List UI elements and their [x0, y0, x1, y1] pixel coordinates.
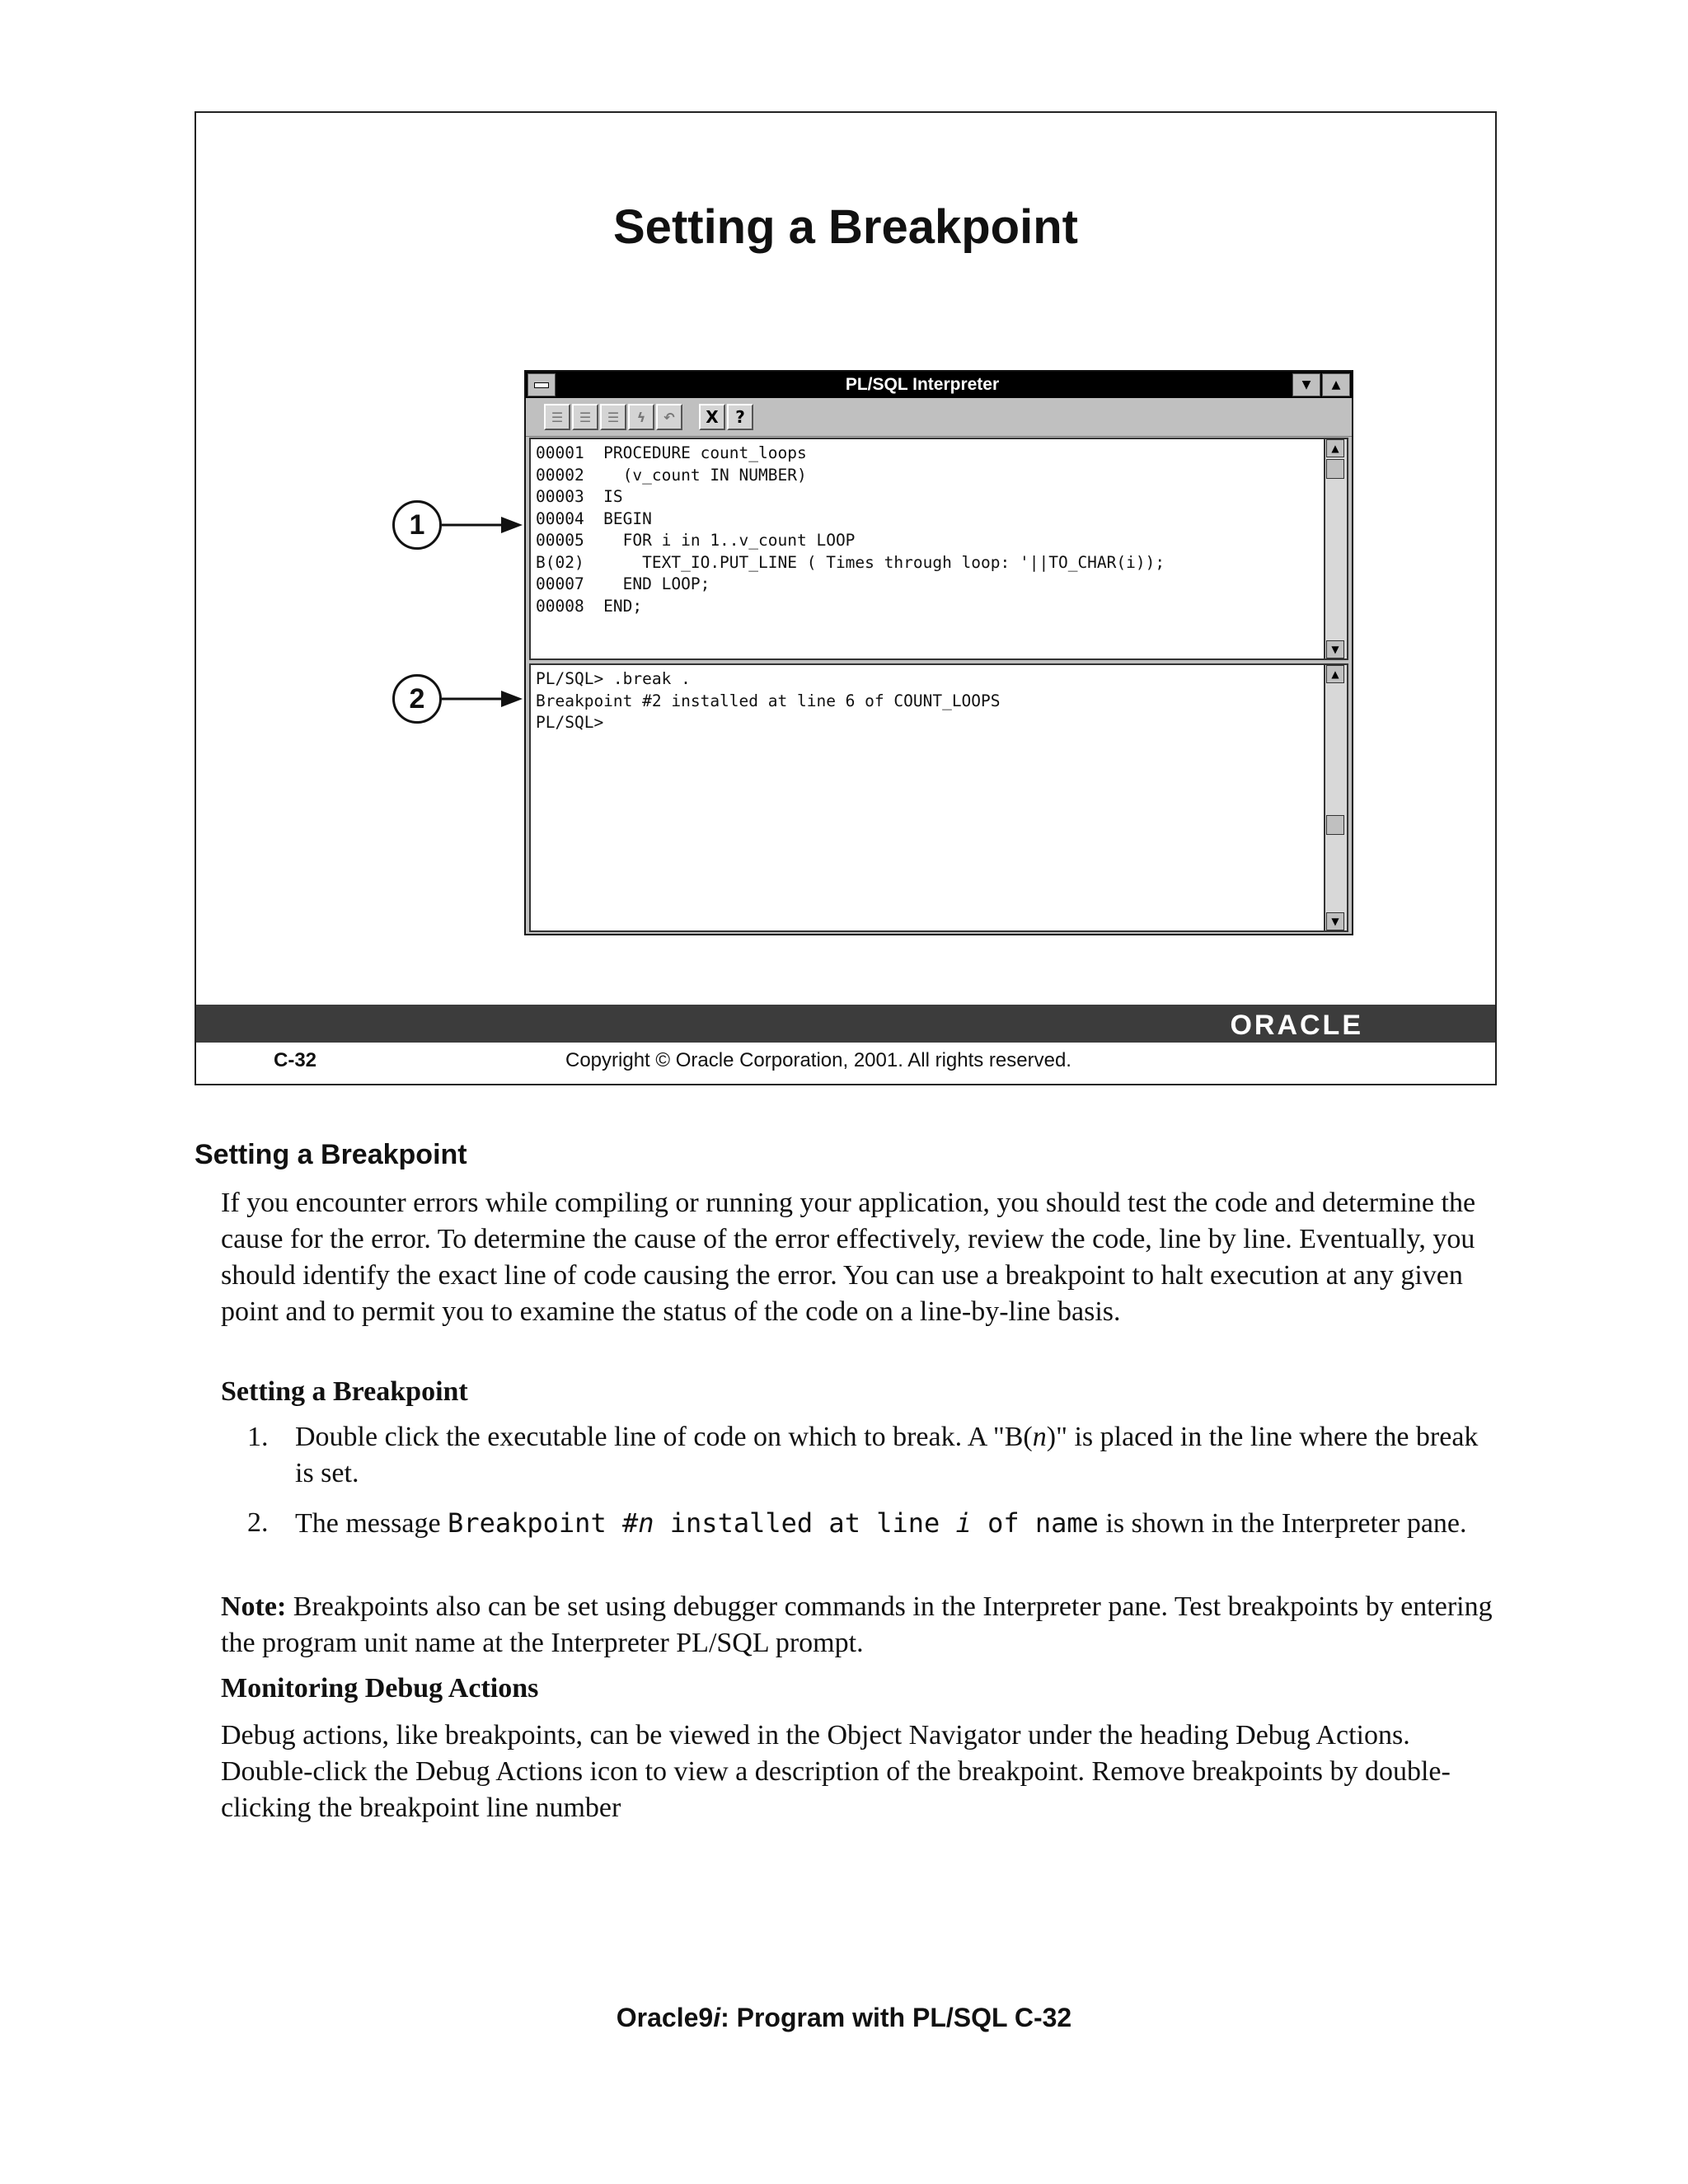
step-2-text: The message Breakpoint #n installed at line i of name is shown in the Interpreter pane. [295, 1507, 1467, 1539]
source-line[interactable]: 00005 FOR i in 1..v_count LOOP [536, 531, 856, 550]
plsql-interpreter-window [524, 370, 1353, 935]
scroll-up-icon[interactable]: ▲ [1326, 665, 1344, 683]
scroll-thumb[interactable] [1326, 459, 1344, 479]
scroll-thumb[interactable] [1326, 815, 1344, 835]
step-1-text: Double click the executable line of code on which to break. A "B(n)" is placed in the line where the break is set. [295, 1422, 1479, 1488]
help-icon[interactable]: ? [727, 404, 753, 430]
step-out-icon[interactable]: ☰ [600, 404, 626, 430]
oracle-logo: ORACLE [1230, 1010, 1363, 1041]
source-line[interactable]: 00002 (v_count IN NUMBER) [536, 465, 807, 485]
source-line[interactable]: 00004 BEGIN [536, 509, 652, 528]
interpreter-line[interactable]: PL/SQL> [536, 713, 604, 732]
interpreter-line[interactable]: PL/SQL> .break . [536, 669, 691, 688]
callout-2: 2 [392, 674, 442, 724]
scroll-down-icon[interactable]: ▼ [1326, 640, 1344, 658]
source-scrollbar[interactable] [1324, 439, 1347, 658]
slide-frame [195, 111, 1497, 1085]
interpreter-output [536, 668, 1001, 734]
source-line[interactable]: B(02) TEXT_IO.PUT_LINE ( Times through loop: '||TO_CHAR(i)); [536, 552, 1165, 572]
scroll-down-icon[interactable]: ▼ [1326, 912, 1344, 930]
window-toolbar [526, 398, 1352, 437]
slide-title: Setting a Breakpoint [613, 200, 1078, 254]
subheading-setting-breakpoint: Setting a Breakpoint [221, 1376, 468, 1407]
note-paragraph: Note: Breakpoints also can be set using debugger commands in the Interpreter pane. Test breakpoints by entering the program unit name at the Interpreter PL/SQL prompt. [221, 1591, 1493, 1658]
callout-2-arrow [442, 687, 524, 712]
step-over-icon[interactable]: ☰ [572, 404, 598, 430]
step-1-number: 1. [247, 1422, 269, 1452]
scroll-up-icon[interactable]: ▲ [1326, 439, 1344, 457]
window-titlebar [526, 372, 1352, 398]
system-menu-button[interactable] [528, 373, 556, 396]
minimize-button[interactable]: ▼ [1292, 373, 1320, 396]
source-line[interactable]: 00001 PROCEDURE count_loops [536, 443, 807, 462]
maximize-button[interactable]: ▲ [1322, 373, 1350, 396]
reset-icon[interactable]: ↶ [656, 404, 682, 430]
interpreter-scrollbar[interactable] [1324, 665, 1347, 930]
interpreter-line[interactable]: Breakpoint #2 installed at line 6 of COUNT_LOOPS [536, 691, 1001, 710]
subheading-monitoring: Monitoring Debug Actions [221, 1673, 539, 1704]
source-line[interactable]: 00008 END; [536, 596, 643, 616]
slide-footer-bar [196, 1005, 1495, 1043]
window-title: PL/SQL Interpreter [845, 375, 1000, 394]
page-footer: Oracle9i: Program with PL/SQL C-32 [616, 2003, 1072, 2032]
interpreter-pane[interactable] [529, 663, 1348, 932]
go-icon[interactable]: ϟ [628, 404, 654, 430]
source-code [536, 443, 1165, 617]
copyright: Copyright © Oracle Corporation, 2001. All rights reserved. [565, 1049, 1071, 1071]
callout-1-arrow [442, 513, 524, 538]
callout-1: 1 [392, 500, 442, 550]
step-into-icon[interactable]: ☰ [544, 404, 570, 430]
monitoring-paragraph: Debug actions, like breakpoints, can be viewed in the Object Navigator under the heading Debug Actions. Double-click the Debug Actions icon to view a description of the breakpoint. Remove breakpoints by double-clicking the breakpoint line number [221, 1720, 1451, 1823]
source-pane[interactable] [529, 438, 1348, 660]
source-line[interactable]: 00003 IS [536, 487, 623, 506]
step-2-number: 2. [247, 1507, 269, 1538]
source-line[interactable]: 00007 END LOOP; [536, 574, 710, 593]
close-debug-icon[interactable]: X [699, 404, 725, 430]
intro-paragraph: If you encounter errors while compiling or running your application, you should test the code and determine the cause for the error. To determine the cause of the error effectively, review the code, line by line. Eventually, you should identify the exact line of code causing the error. You can use a breakpoint to halt execution at any given point and to permit you to examine the status of the code on a line-by-line basis. [221, 1188, 1476, 1327]
slide-code: C-32 [274, 1049, 317, 1071]
notes-heading: Setting a Breakpoint [195, 1139, 467, 1170]
